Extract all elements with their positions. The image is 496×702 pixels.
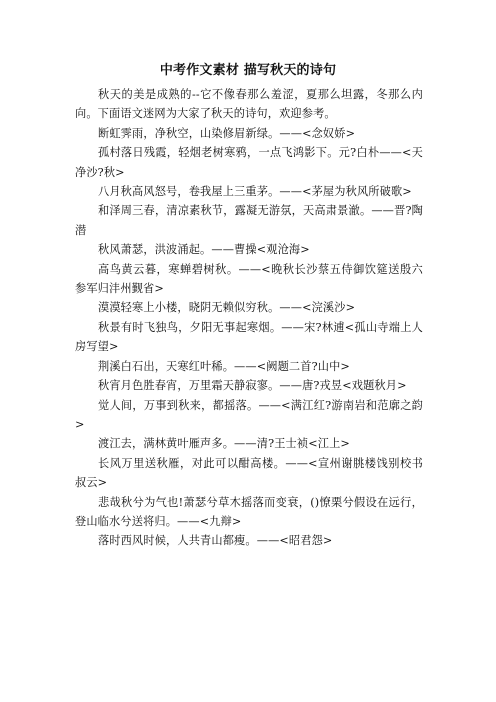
paragraph-poem-line: 八月秋高风怒号，卷我屋上三重茅。——<茅屋为秋风所破歌> (98, 185, 412, 199)
paragraph-poem-line: 秋景有时飞独鸟，夕阳无事起寒烟。——宋?林逋<孤山寺端上人房写望> (75, 320, 423, 354)
page-title: 中考作文素材 描写秋天的诗句 (159, 63, 337, 78)
paragraph-poem-line: 断虹霁雨，净秋空，山染修眉新绿。——<念奴娇> (98, 126, 356, 140)
paragraph-poem-line: 长风万里送秋雁，对此可以酣高楼。——<宣州谢朓楼饯别校书叔云> (75, 456, 423, 490)
paragraph-poem-line: 觉人间，万事到秋来，都摇落。——<满江红?游南岩和范廓之韵> (75, 398, 423, 431)
paragraph-poem-line: 秋风萧瑟，洪波涌起。——曹操<观沧海> (98, 243, 310, 257)
paragraph-poem-line: 渡江去，满林黄叶雁声多。——清?王士祯<江上> (98, 437, 350, 451)
paragraph-poem-line: 漠漠轻寒上小楼，晓阴无赖似穷秋。——<浣溪沙> (98, 301, 356, 315)
paragraph-poem-line: 荆溪白石出，天寒红叶稀。——<阙题二首?山中> (98, 359, 350, 373)
paragraph-intro: 秋天的美是成熟的--它不像春那么羞涩，夏那么坦露，冬那么内向。下面语文迷网为大家了秋天的诗句，欢迎参考。 (75, 88, 423, 121)
paragraph-poem-line: 悲哉秋兮为气也!萧瑟兮草木摇落而变衰，()憭栗兮假设在远行，登山临水兮送将归。——<九辩> (75, 495, 423, 528)
paragraph-poem-line: 秋宵月色胜春宵，万里霜天静寂寥。——唐?戎昱<戏题秋月> (98, 379, 407, 393)
paragraph-poem-line: 落时西风时候，人共青山都瘦。——<昭君怨> (98, 534, 333, 548)
paragraph-poem-line: 高鸟黄云暮，寒蝉碧树秋。——<晚秋长沙蔡五侍御饮筵送殷六参军归沣州觐省> (75, 262, 423, 296)
paragraph-poem-line: 孤村落日残霞，轻烟老树寒鸦，一点飞鸿影下。元?白朴——<天净沙?秋> (75, 146, 423, 179)
paragraph-poem-line: 和泽周三春，清凉素秋节，露凝无游氛，天高肃景澈。——晋?陶潜 (75, 204, 423, 237)
document-body (75, 85, 423, 551)
